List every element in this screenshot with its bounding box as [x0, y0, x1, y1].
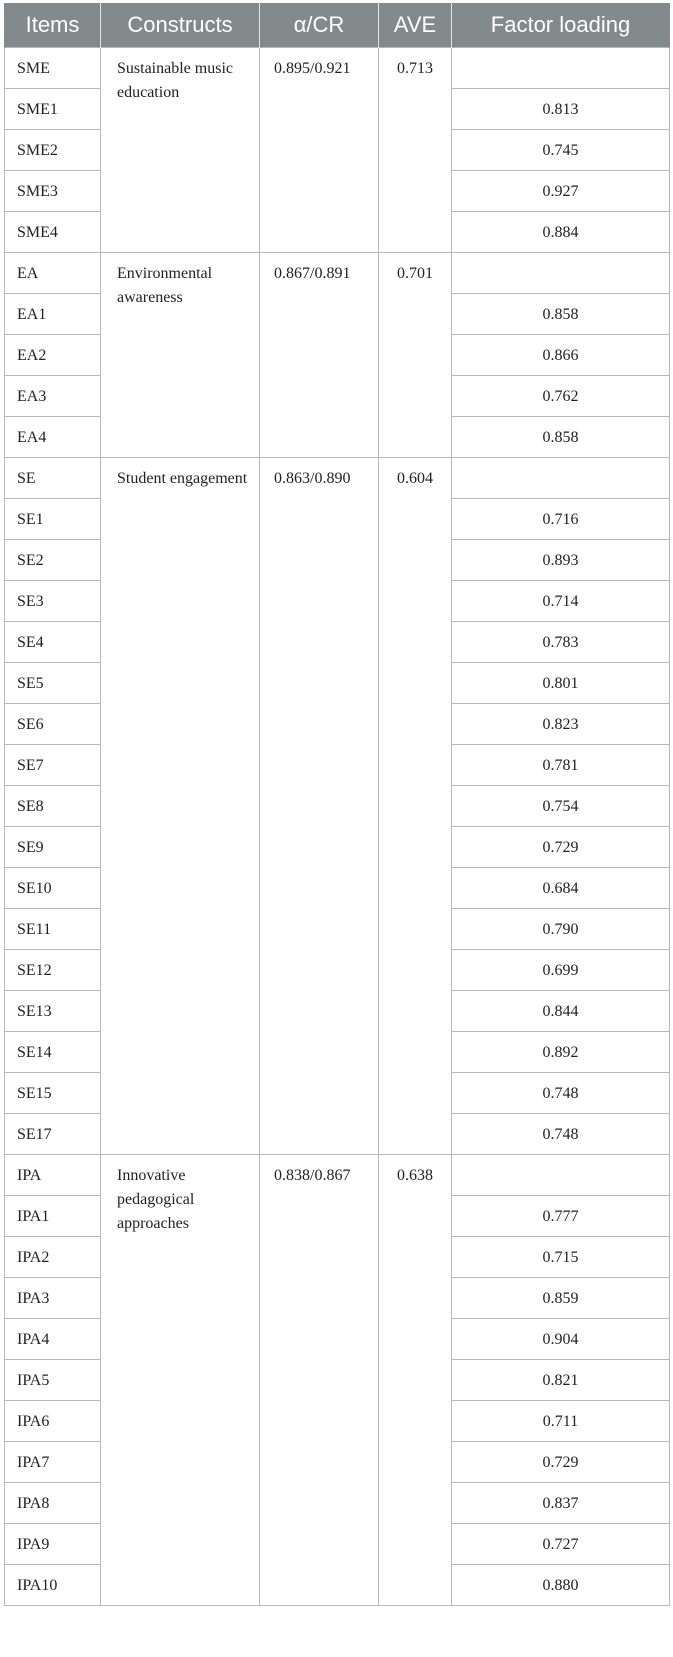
factor-loading-value: 0.714 — [452, 581, 670, 622]
header-ave: AVE — [379, 3, 452, 48]
factor-loading-value: 0.715 — [452, 1237, 670, 1278]
item-code: IPA3 — [5, 1278, 101, 1319]
item-code: IPA10 — [5, 1565, 101, 1606]
item-code: SE1 — [5, 499, 101, 540]
factor-loading-value: 0.790 — [452, 909, 670, 950]
item-code: SE7 — [5, 745, 101, 786]
header-row — [5, 3, 670, 48]
header-constructs: Constructs — [101, 3, 260, 48]
factor-loading-value: 0.716 — [452, 499, 670, 540]
ave-value: 0.713 — [379, 48, 452, 253]
factor-loading-empty — [452, 48, 670, 89]
construct-row — [5, 48, 670, 89]
factor-loading-value: 0.781 — [452, 745, 670, 786]
factor-loading-value: 0.777 — [452, 1196, 670, 1237]
item-code: SE10 — [5, 868, 101, 909]
item-code: SE11 — [5, 909, 101, 950]
item-code: IPA1 — [5, 1196, 101, 1237]
factor-loading-value: 0.745 — [452, 130, 670, 171]
factor-loading-value: 0.748 — [452, 1073, 670, 1114]
construct-name: Student engagement — [101, 458, 260, 1155]
ave-value: 0.701 — [379, 253, 452, 458]
item-code: EA2 — [5, 335, 101, 376]
item-code: SE3 — [5, 581, 101, 622]
item-code: IPA5 — [5, 1360, 101, 1401]
ave-value: 0.638 — [379, 1155, 452, 1606]
construct-name: Sustainable music education — [101, 48, 260, 253]
item-code: SE15 — [5, 1073, 101, 1114]
table-header — [5, 3, 670, 48]
item-code: IPA4 — [5, 1319, 101, 1360]
factor-loading-value: 0.880 — [452, 1565, 670, 1606]
table-body — [5, 48, 670, 1606]
item-code: SE12 — [5, 950, 101, 991]
construct-code: EA — [5, 253, 101, 294]
item-code: EA1 — [5, 294, 101, 335]
factor-loading-value: 0.837 — [452, 1483, 670, 1524]
construct-row — [5, 458, 670, 499]
factor-loading-value: 0.858 — [452, 294, 670, 335]
factor-loading-value: 0.859 — [452, 1278, 670, 1319]
header-factor-loading: Factor loading — [452, 3, 670, 48]
item-code: SE5 — [5, 663, 101, 704]
item-code: SME2 — [5, 130, 101, 171]
factor-loading-value: 0.821 — [452, 1360, 670, 1401]
item-code: EA3 — [5, 376, 101, 417]
construct-name: Innovative pedagogical approaches — [101, 1155, 260, 1606]
factor-loading-value: 0.727 — [452, 1524, 670, 1565]
item-code: IPA7 — [5, 1442, 101, 1483]
construct-row — [5, 253, 670, 294]
construct-code: IPA — [5, 1155, 101, 1196]
item-code: IPA6 — [5, 1401, 101, 1442]
item-code: SE4 — [5, 622, 101, 663]
construct-code: SE — [5, 458, 101, 499]
alpha-cr-value: 0.867/0.891 — [260, 253, 379, 458]
factor-loading-value: 0.844 — [452, 991, 670, 1032]
item-code: EA4 — [5, 417, 101, 458]
item-code: SE17 — [5, 1114, 101, 1155]
construct-name: Environmental awareness — [101, 253, 260, 458]
factor-loading-table — [4, 3, 670, 1606]
factor-loading-value: 0.748 — [452, 1114, 670, 1155]
factor-loading-value: 0.813 — [452, 89, 670, 130]
factor-loading-value: 0.754 — [452, 786, 670, 827]
factor-loading-value: 0.858 — [452, 417, 670, 458]
item-code: IPA9 — [5, 1524, 101, 1565]
item-code: IPA2 — [5, 1237, 101, 1278]
factor-loading-value: 0.699 — [452, 950, 670, 991]
factor-loading-value: 0.904 — [452, 1319, 670, 1360]
item-code: SE8 — [5, 786, 101, 827]
factor-loading-value: 0.884 — [452, 212, 670, 253]
alpha-cr-value: 0.863/0.890 — [260, 458, 379, 1155]
item-code: SE6 — [5, 704, 101, 745]
factor-loading-value: 0.927 — [452, 171, 670, 212]
factor-loading-value: 0.866 — [452, 335, 670, 376]
construct-row — [5, 1155, 670, 1196]
factor-loading-value: 0.711 — [452, 1401, 670, 1442]
item-code: SME4 — [5, 212, 101, 253]
item-code: SE9 — [5, 827, 101, 868]
alpha-cr-value: 0.838/0.867 — [260, 1155, 379, 1606]
ave-value: 0.604 — [379, 458, 452, 1155]
item-code: SE14 — [5, 1032, 101, 1073]
alpha-cr-value: 0.895/0.921 — [260, 48, 379, 253]
item-code: SE2 — [5, 540, 101, 581]
factor-loading-value: 0.783 — [452, 622, 670, 663]
factor-loading-value: 0.762 — [452, 376, 670, 417]
header-alpha-cr: α/CR — [260, 3, 379, 48]
factor-loading-value: 0.823 — [452, 704, 670, 745]
factor-loading-empty — [452, 253, 670, 294]
item-code: SE13 — [5, 991, 101, 1032]
factor-loading-value: 0.729 — [452, 827, 670, 868]
factor-loading-value: 0.892 — [452, 1032, 670, 1073]
factor-loading-value: 0.729 — [452, 1442, 670, 1483]
construct-code: SME — [5, 48, 101, 89]
factor-loading-value: 0.893 — [452, 540, 670, 581]
item-code: IPA8 — [5, 1483, 101, 1524]
factor-loading-value: 0.801 — [452, 663, 670, 704]
factor-loading-empty — [452, 458, 670, 499]
header-items: Items — [5, 3, 101, 48]
item-code: SME3 — [5, 171, 101, 212]
factor-loading-empty — [452, 1155, 670, 1196]
factor-loading-value: 0.684 — [452, 868, 670, 909]
item-code: SME1 — [5, 89, 101, 130]
